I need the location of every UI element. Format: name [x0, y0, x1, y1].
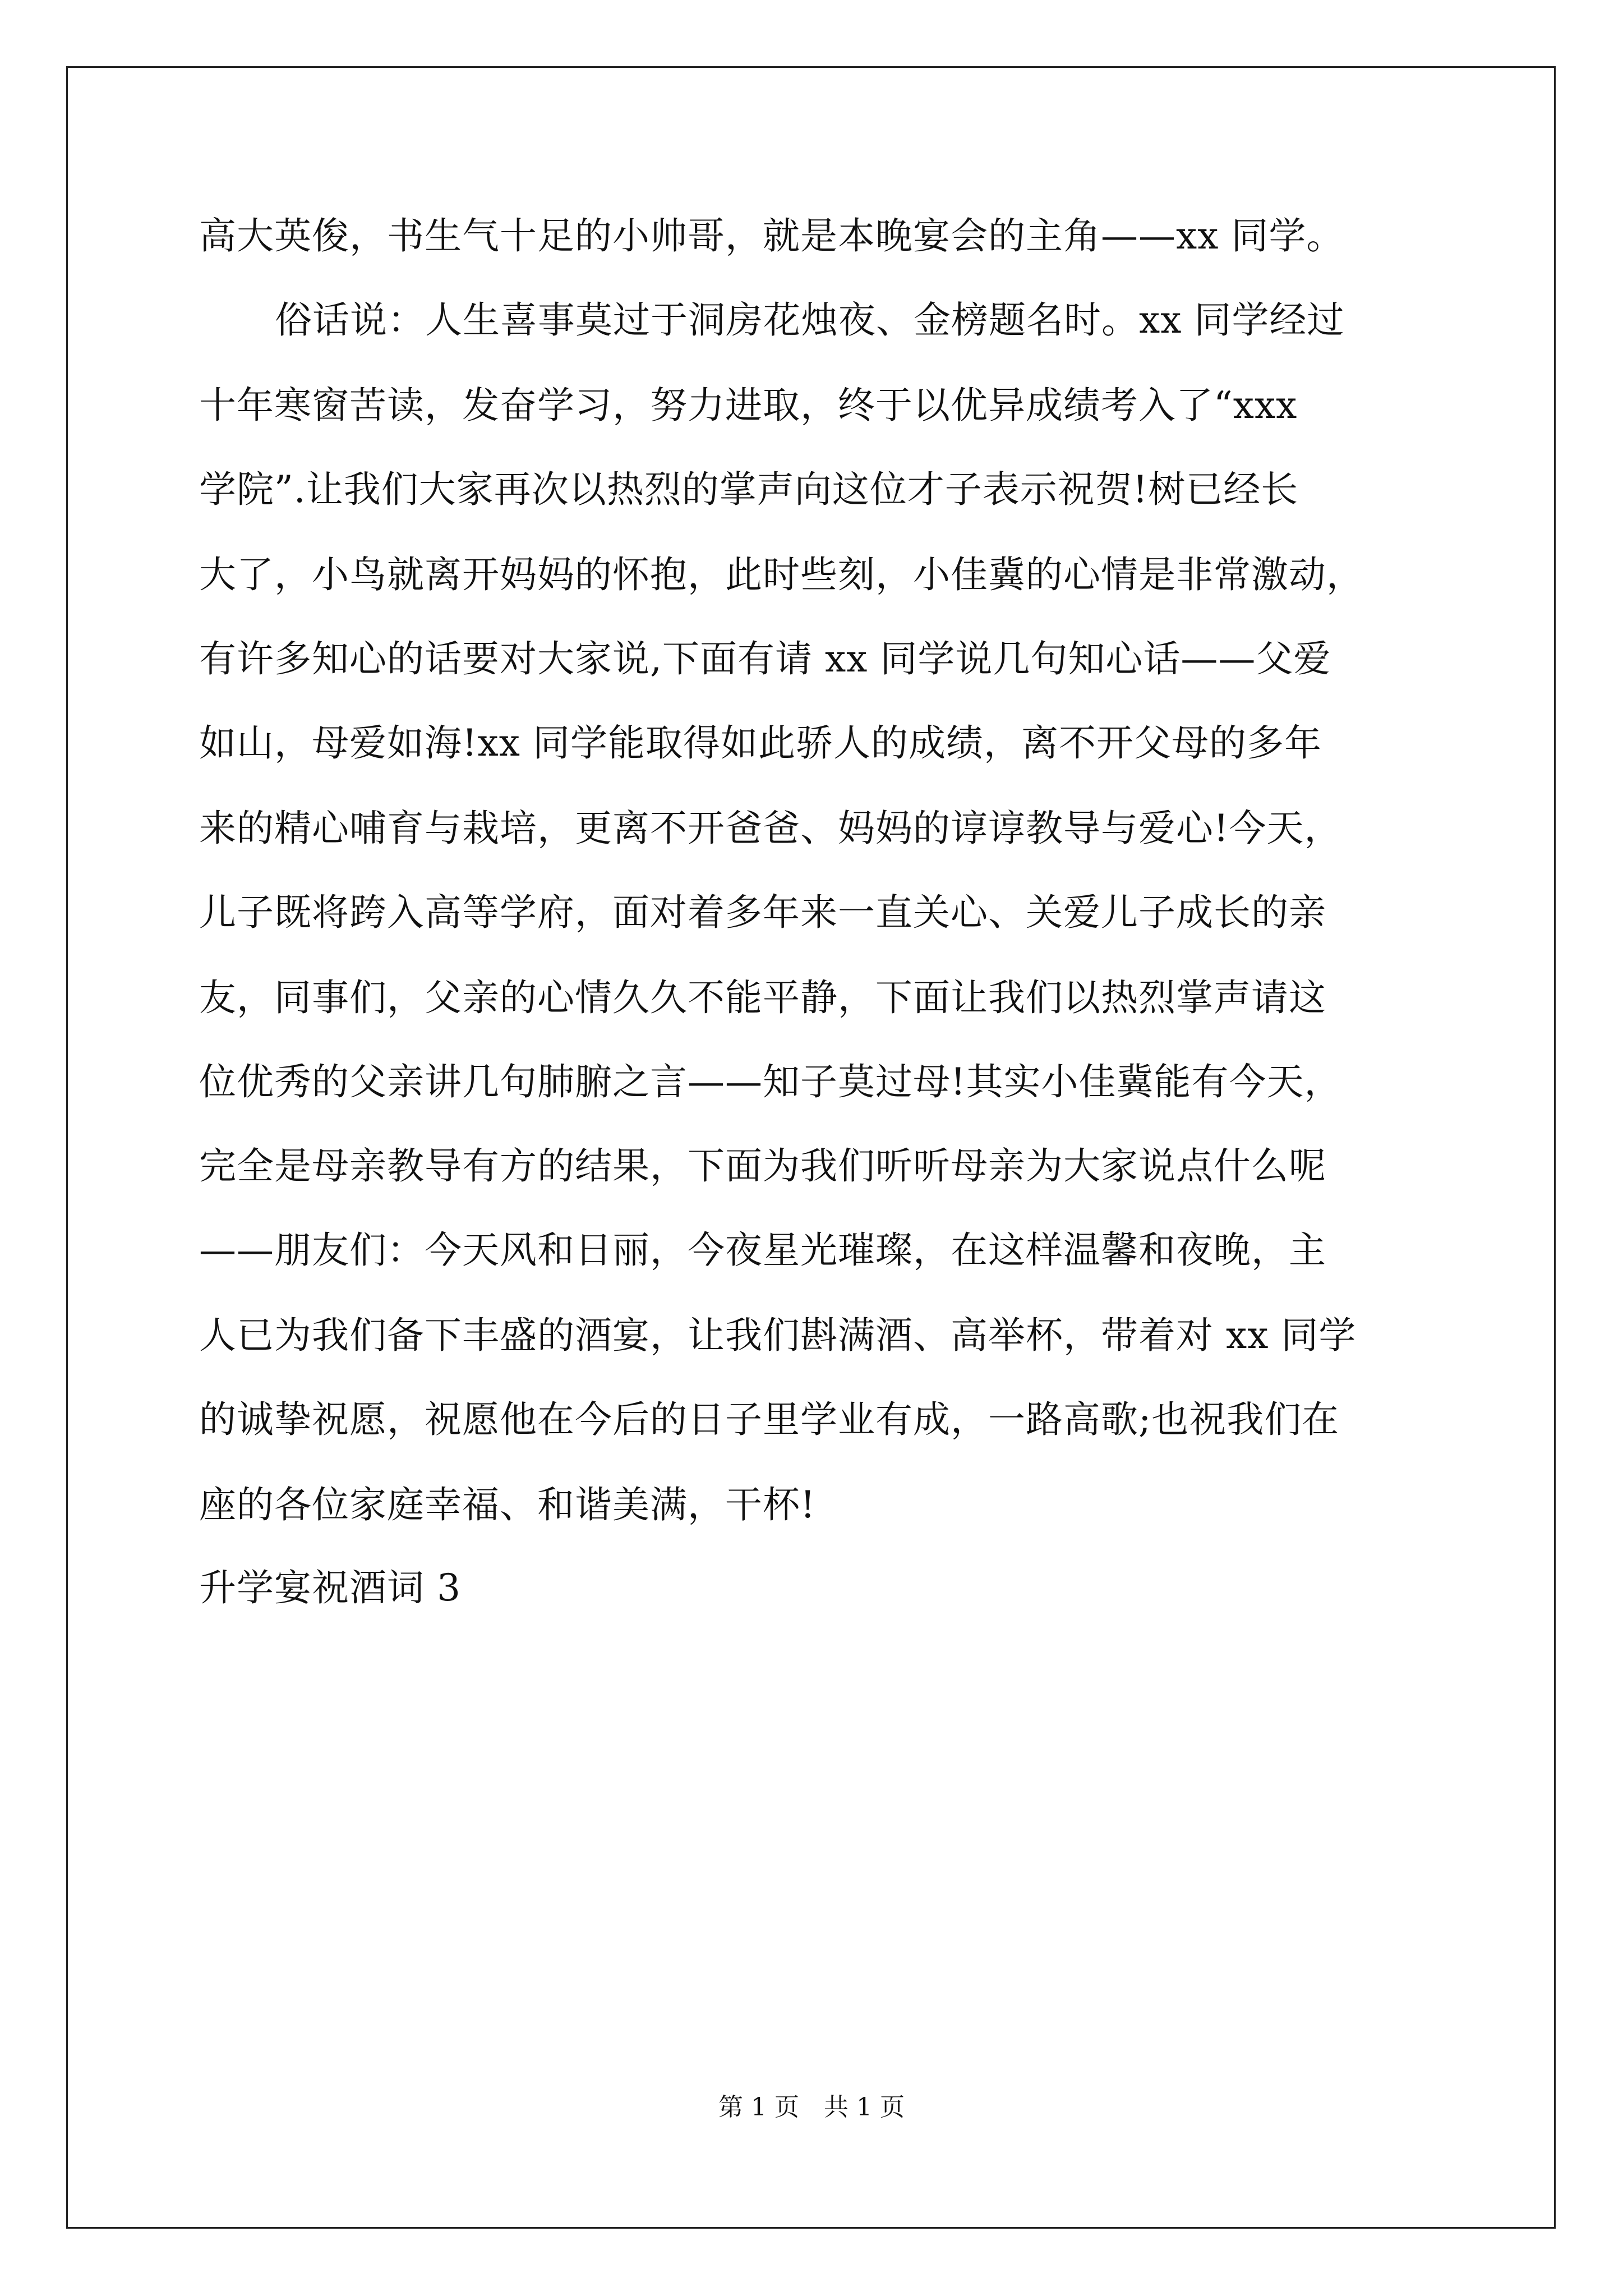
paragraph-line: 座的各位家庭幸福、和谐美满，干杯!: [199, 1483, 816, 1526]
paragraph-line: 十年寒窗苦读，发奋学习，努力进取，终于以优异成绩考入了“xxx: [199, 384, 1298, 427]
paragraph-line: 儿子既将跨入高等学府，面对着多年来一直关心、关爱儿子成长的亲: [199, 891, 1326, 934]
paragraph-line: 学院”.让我们大家再次以热烈的掌声向这位才子表示祝贺!树已经长: [199, 468, 1299, 511]
paragraph-line: 来的精心哺育与栽培，更离不开爸爸、妈妈的谆谆教导与爱心!今天，: [199, 807, 1342, 850]
paragraph-line: 有许多知心的话要对大家说,下面有请 xx 同学说几句知心话——父爱: [199, 637, 1331, 680]
paragraph-line: 位优秀的父亲讲几句肺腑之言——知子莫过母!其实小佳冀能有今天，: [199, 1060, 1342, 1103]
paragraph-line: 完全是母亲教导有方的结果，下面为我们听听母亲为大家说点什么呢: [199, 1144, 1326, 1188]
paragraph-line: 人已为我们备下丰盛的酒宴，让我们斟满酒、高举杯，带着对 xx 同学: [199, 1314, 1357, 1357]
paragraph-line: 友，同事们，父亲的心情久久不能平静，下面让我们以热烈掌声请这: [199, 976, 1326, 1019]
paragraph-line: 如山，母爱如海!xx 同学能取得如此骄人的成绩，离不开父母的多年: [199, 721, 1322, 765]
paragraph-line: 俗话说：人生喜事莫过于洞房花烛夜、金榜题名时。xx 同学经过: [275, 298, 1345, 342]
paragraph-line: ——朋友们：今天风和日丽，今夜星光璀璨，在这样温馨和夜晚，主: [199, 1228, 1326, 1272]
section-heading: 升学宴祝酒词 3: [199, 1566, 461, 1609]
paragraph-line: 的诚挚祝愿，祝愿他在今后的日子里学业有成，一路高歌;也祝我们在: [199, 1398, 1340, 1441]
paragraph-line: 大了，小鸟就离开妈妈的怀抱，此时些刻，小佳冀的心情是非常激动，: [199, 553, 1364, 596]
paragraph-line: 高大英俊，书生气十足的小帅哥，就是本晚宴会的主角——xx 同学。: [199, 214, 1344, 257]
page-footer: 第 1 页 共 1 页: [718, 2093, 905, 2122]
